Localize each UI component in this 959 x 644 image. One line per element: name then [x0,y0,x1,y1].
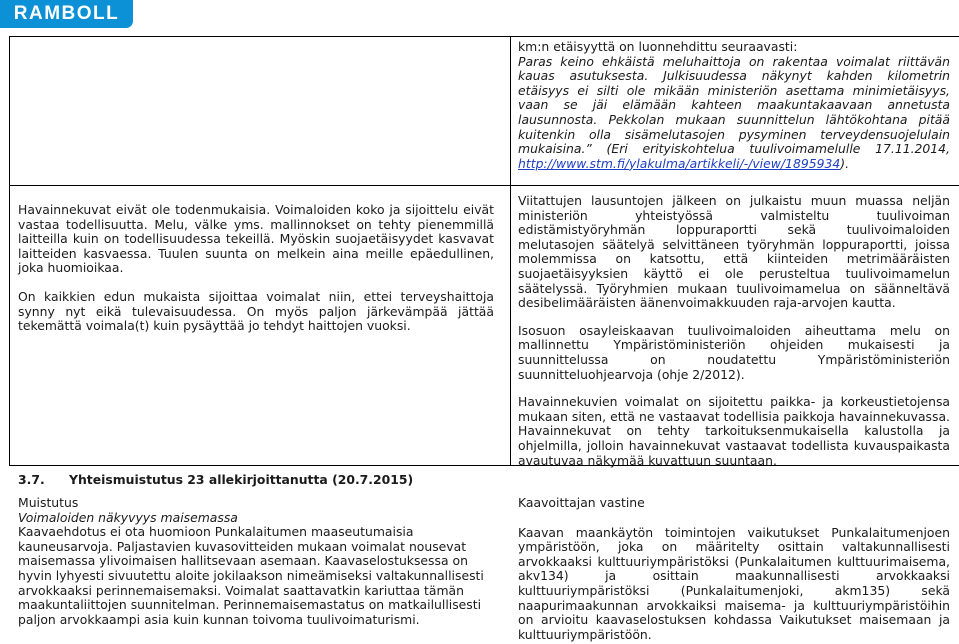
quote-text: Paras keino ehkäistä meluhaittoja on rakentaa voimalat riittävän kauas asutuksesta. Julkisuudessa näkynyt kahden kilometrin etäisyys ei silti ole mikään ministeriön asettama minimietäisyys, vaan se jäi elämään kahteen maakuntakaavaan annetusta lausunnosta. Pekkolan mukaan suunnittelun lähtökohtana pitää kuitenkin olla sisämelutasojen pysyminen terveydensuojelulain mukaisina.” (Eri erityiskohtelua tuulivoimamelulle 17.11.2014, [518,53,950,157]
table-column-divider [510,36,511,466]
reply-label: Kaavoittajan vastine [518,495,645,510]
section-heading [18,473,413,488]
table-row-divider [9,185,959,186]
section-title: Yhteismuistutus 23 allekirjoittanutta (20.7.2015) [69,472,414,487]
table-top-border [9,36,959,37]
response-paragraph-3: Havainnekuvien voimalat on sijoitettu paikka- ja korkeustietojensa mukaan siten, että ne vastaavat todellisia paikkoja havainnekuvassa. Havainnekuvat on tehty tarkoituksenmukaisella kalustolla ja ohjelmilla, jolloin havainnekuvat vastaavat todellista kuvauspaikasta avautuvaa näkymää kuvattuun suuntaan. [518,394,950,468]
planner-reply [518,496,950,642]
quote-end: ). [840,155,850,171]
quoted-statement [518,55,950,172]
objection-subtitle: Voimaloiden näkyvyys maisemassa [18,509,238,525]
intro-text: km:n etäisyyttä on luonnehdittu seuraavasti: [518,39,798,54]
response-paragraph-2: Isosuon osayleiskaavan tuulivoimaloiden aiheuttama melu on mallinnettu Ympäristöministeriön ohjeiden mukaisesti ja suunnittelussa on noudatettu Ympäristöministeriön suunnitteluohjearvoja (ohje 2/2012). [518,322,950,382]
objection-body: Kaavaehdotus ei ota huomioon Punkalaitumen maaseutumaisia kauneusarvoja. Paljastavien kuvasovitteiden mukaan voimalat nousevat maisemassa ylivoimaisen hallitsevaan asemaan. Kaavaselostuksessa on hyvin lyhyesti sivuutettu aloite jokilaakson nimeämiseksi valtakunnallisesti arvokkaaksi perinnemaisemaksi. Voimalat saattavatkin kariuttaa tämän maakuntaliittojen suunnitelman. Perinnemaisemastatus on matkailullisesti paljon arvokkaampi asia kuin kunnan toivoma tuulivoimaturismi. [18,524,484,627]
reply-body: Kaavan maankäytön toimintojen vaikutukset Punkalaitumenjoen ympäristöön, joka on määritelty osittain valtakunnallisesti arvokkaaksi kulttuuriympäristöksi (Punkalaitumen kulttuurimaisema, akv134) ja osittain maakunnallisesti arvokkaaksi kulttuuriympäristöksi (Punkalaitumenjoki, akm135) sekä naapurimaakunnan arvokkaiksi maisema- ja kulttuuriympäristöihin on arvioitu kaavaselostuksen kohdassa Vaikutukset maisemaan ja kulttuuriympäristöön. [518,524,950,642]
table-left-border [9,36,10,466]
logo-text: RAMBOLL [13,3,120,24]
observation-paragraph-2: On kaikkien edun mukaista sijoittaa voimalat niin, ettei terveyshaittoja synny nyt eikä tulevaisuudessa. On myös paljon järkevämpää jättää tekemättä voimala(t) kuin pysäyttää jo tehdyt haittojen vuoksi. [18,288,494,334]
ramboll-logo [0,0,133,28]
objection-label: Muistutus [18,495,79,510]
source-link[interactable]: http://www.stm.fi/ylakulma/artikkeli/-/view/1895934 [518,155,841,171]
table-cell-observation [18,203,494,334]
objection-summary [18,496,504,627]
table-cell-previous-response [518,40,950,171]
table-cell-response [518,194,950,468]
section-number: 3.7. [18,472,45,487]
response-paragraph-1: Viitattujen lausuntojen jälkeen on julkaistu muun muassa neljän ministeriön yhteistyössä valmisteltu tuulivoiman edistämistyöryhmän loppuraportti sekä tuulivoimaloiden melutasojen säätelyä selvittäneen työryhmän loppuraportti, joissa molemmissa on katsottu, että kiinteiden metrimääräisten suojaetäisyyksien käyttö ei ole perusteltua tuulivoimamelun säätelyssä. Työryhmien mukaan tuulivoimamelua on säänneltävä desibelimääräisten äänenvoimakkuuden raja-arvojen kautta. [518,193,950,311]
observation-paragraph-1: Havainnekuvat eivät ole todenmukaisia. Voimaloiden koko ja sijoittelu eivät vastaa todellisuutta. Melu, välke yms. mallinnokset on tehty pienemmillä laitteilla kuin on todellisuudessa tekeillä. Myöskin suojaetäisyydet kasvavat laitteiden kasvaessa. Tuulen suunta on melkein aina meille epäedullinen, joka huomioikaa. [18,202,494,276]
